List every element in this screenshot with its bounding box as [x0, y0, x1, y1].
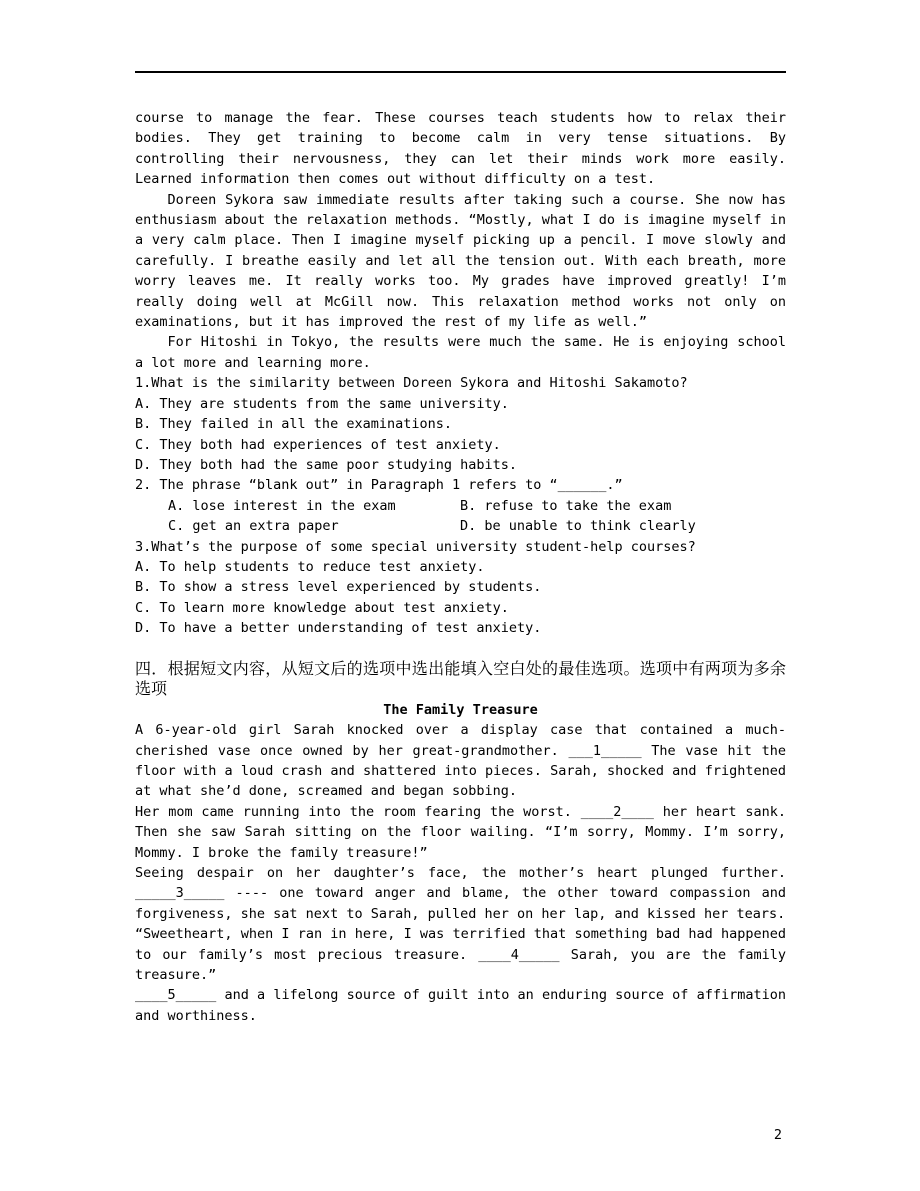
question-stem: 3.What’s the purpose of some special university student-help courses?: [135, 538, 696, 555]
passage-paragraph: “Sweetheart, when I ran in here, I was terrified that something bad had happened to our family’s most precious treasure. ____4_____ Sarah, you are the family treasure.”: [135, 926, 786, 984]
question-option: C. get an extra paper: [168, 518, 339, 535]
question-2: [135, 475, 786, 536]
question-option-row: [135, 496, 786, 516]
header-rule: [135, 71, 786, 73]
question-option: B. They failed in all the examinations.: [135, 416, 452, 433]
question-option: D. be unable to think clearly: [460, 518, 696, 535]
passage-paragraph: Her mom came running into the room fearing the worst. ____2____ her heart sank. Then she saw Sarah sitting on the floor wailing. “I’m sorry, Mommy. I’m sorry, Mommy. I broke the family treasure!”: [135, 803, 786, 861]
question-option: B. To show a stress level experienced by students.: [135, 579, 542, 596]
reading-paragraph: Doreen Sykora saw immediate results after taking such a course. She now has enthusiasm about the relaxation methods. “Mostly, what I do is imagine myself in a very calm place. Then I imagine myself picking up a pencil. I move slowly and carefully. I breathe easily and let all the tension out. With each breath, more worry leaves me. It really works too. My grades have improved greatly! I’m really doing well at McGill now. This relaxation method works not only on examinations, but it has improved the rest of my life as well.”: [135, 191, 786, 331]
question-option: C. They both had experiences of test anxiety.: [135, 436, 501, 453]
page-content: [135, 108, 786, 1026]
reading-paragraph: For Hitoshi in Tokyo, the results were much the same. He is enjoying school a lot more and learning more.: [135, 334, 786, 371]
question-option: B. refuse to take the exam: [460, 497, 672, 514]
question-option: A. lose interest in the exam: [168, 497, 396, 514]
question-option: D. To have a better understanding of test anxiety.: [135, 620, 542, 637]
question-option: A. They are students from the same university.: [135, 395, 509, 412]
question-option-row: [135, 516, 786, 536]
question-option: C. To learn more knowledge about test anxiety.: [135, 599, 509, 616]
question-stem: 2. The phrase “blank out” in Paragraph 1 refers to “______.”: [135, 477, 623, 494]
question-option: A. To help students to reduce test anxiety.: [135, 558, 485, 575]
reading-paragraph: course to manage the fear. These courses teach students how to relax their bodies. They get training to become calm in very tense situations. By controlling their nervousness, they can let their minds work more easily. Learned information then comes out without difficulty on a test.: [135, 110, 786, 188]
passage-paragraph: ____5_____ and a lifelong source of guilt into an enduring source of affirmation and worthiness.: [135, 987, 786, 1024]
passage-title: The Family Treasure: [383, 701, 538, 718]
question-stem: 1.What is the similarity between Doreen Sykora and Hitoshi Sakamoto?: [135, 375, 688, 392]
question-option: D. They both had the same poor studying habits.: [135, 456, 518, 473]
section-four-instruction: 四．根据短文内容，从短文后的选项中选出能填入空白处的最佳选项。选项中有两项为多余选项: [135, 658, 786, 699]
question-3: [135, 537, 786, 639]
passage-paragraph: A 6-year-old girl Sarah knocked over a display case that contained a much-cherished vase once owned by her great-grandmother. ___1_____ The vase hit the floor with a loud crash and shattered into pieces. Sarah, shocked and frightened at what she’d done, screamed and began sobbing.: [135, 722, 786, 800]
passage-paragraph: Seeing despair on her daughter’s face, the mother’s heart plunged further. _____3_____ ---- one toward anger and blame, the other toward compassion and forgiveness, she sat next to Sarah, pulled her on her lap, and kissed her tears.: [135, 865, 786, 922]
question-1: [135, 373, 786, 475]
page-number: 2: [773, 1127, 782, 1143]
